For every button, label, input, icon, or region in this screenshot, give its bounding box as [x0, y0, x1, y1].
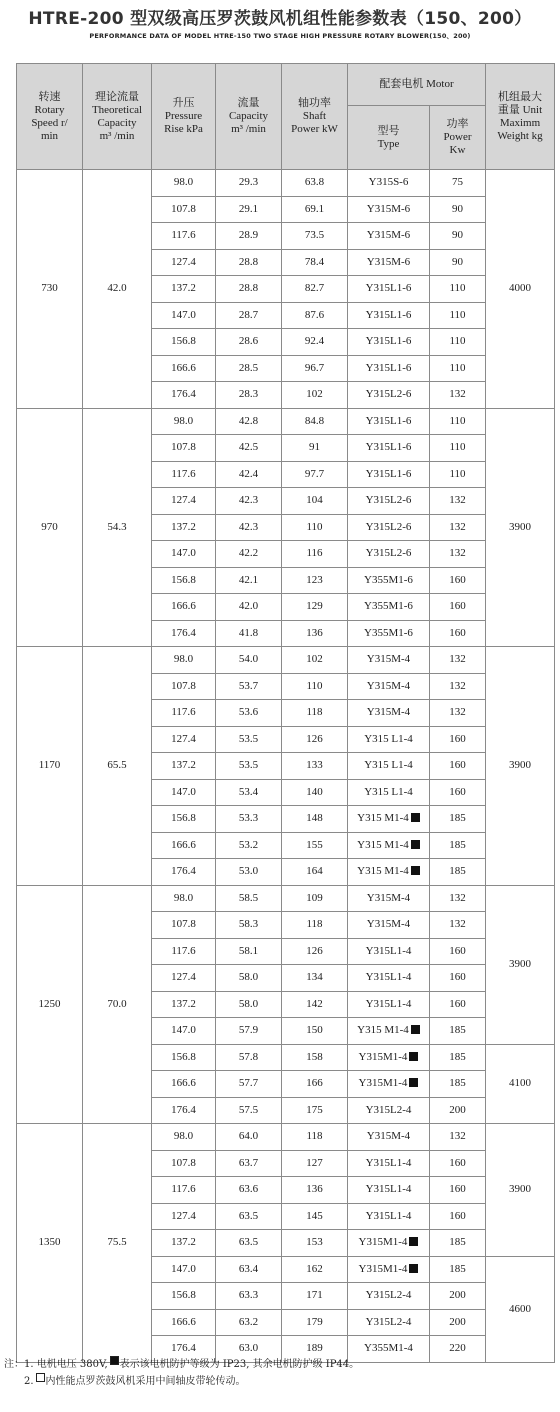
cell-capacity: 63.4: [216, 1256, 282, 1283]
performance-table: [16, 63, 555, 1363]
cell-shaft-power: 140: [282, 779, 348, 806]
cell-shaft-power: 150: [282, 1018, 348, 1045]
cell-shaft-power: 102: [282, 382, 348, 409]
cell-pressure-rise: 98.0: [152, 1124, 216, 1151]
cell-shaft-power: 129: [282, 594, 348, 621]
motor-type-text: Y315 M1-4: [357, 1024, 409, 1037]
cell-capacity: 57.5: [216, 1097, 282, 1124]
cell-shaft-power: 109: [282, 885, 348, 912]
cell-motor-power: 110: [430, 276, 486, 303]
cell-motor-power: 110: [430, 461, 486, 488]
cell-motor-power: 160: [430, 965, 486, 992]
header-capacity: 流量 Capacity m³ /min: [216, 64, 282, 170]
footnote-2-text-b: 内性能点罗茨鼓风机采用中间轴皮带轮传动。: [45, 1376, 246, 1387]
ip23-square-icon: [409, 1264, 418, 1273]
cell-shaft-power: 164: [282, 859, 348, 886]
cell-shaft-power: 133: [282, 753, 348, 780]
cell-pressure-rise: 107.8: [152, 196, 216, 223]
cell-unit-weight: 4600: [486, 1256, 555, 1362]
header-theoretical-capacity: 理论流量 Theoretical Capacity m³ /min: [83, 64, 152, 170]
motor-type-text: Y315M1-4: [358, 1077, 408, 1090]
cell-theoretical-capacity: 54.3: [83, 408, 152, 647]
cell-capacity: 42.3: [216, 514, 282, 541]
cell-motor-power: 160: [430, 620, 486, 647]
footnote-1-text-a: 1. 电机电压 380V,: [24, 1359, 108, 1370]
cell-pressure-rise: 117.6: [152, 1177, 216, 1204]
cell-motor-power: 200: [430, 1283, 486, 1310]
cell-pressure-rise: 166.6: [152, 594, 216, 621]
cell-pressure-rise: 117.6: [152, 938, 216, 965]
cell-shaft-power: 87.6: [282, 302, 348, 329]
cell-capacity: 58.0: [216, 991, 282, 1018]
cell-unit-weight: 4000: [486, 170, 555, 409]
cell-motor-power: 110: [430, 355, 486, 382]
cell-motor-power: 110: [430, 435, 486, 462]
cell-pressure-rise: 176.4: [152, 382, 216, 409]
cell-shaft-power: 145: [282, 1203, 348, 1230]
cell-capacity: 42.3: [216, 488, 282, 515]
cell-shaft-power: 110: [282, 673, 348, 700]
ip23-square-icon: [409, 1237, 418, 1246]
cell-pressure-rise: 98.0: [152, 885, 216, 912]
cell-unit-weight: 3900: [486, 1124, 555, 1257]
cell-capacity: 28.8: [216, 276, 282, 303]
table-row: [17, 170, 555, 197]
cell-pressure-rise: 166.6: [152, 1071, 216, 1098]
cell-capacity: 53.5: [216, 753, 282, 780]
cell-motor-type: Y315L1-6: [348, 435, 430, 462]
cell-motor-type: Y315 L1-4: [348, 753, 430, 780]
cell-capacity: 64.0: [216, 1124, 282, 1151]
cell-capacity: 57.8: [216, 1044, 282, 1071]
cell-motor-power: 185: [430, 806, 486, 833]
ip23-square-icon: [411, 866, 420, 875]
cell-motor-type: Y315L1-6: [348, 408, 430, 435]
cell-pressure-rise: 147.0: [152, 1256, 216, 1283]
header-pressure-rise: 升压 Pressure Rise kPa: [152, 64, 216, 170]
cell-shaft-power: 102: [282, 647, 348, 674]
cell-motor-type: Y315L1-4: [348, 991, 430, 1018]
ip23-square-icon: [411, 840, 420, 849]
cell-capacity: 53.5: [216, 726, 282, 753]
cell-motor-type: Y315M-4: [348, 673, 430, 700]
cell-theoretical-capacity: 65.5: [83, 647, 152, 886]
header-unit-weight: 机组最大 重量 Unit Maximm Weight kg: [486, 64, 555, 170]
cell-motor-type: Y355M1-6: [348, 594, 430, 621]
motor-type-text: Y315M1-4: [358, 1262, 408, 1275]
cell-capacity: 63.6: [216, 1177, 282, 1204]
cell-motor-power: 132: [430, 541, 486, 568]
cell-motor-type: Y315L1-6: [348, 276, 430, 303]
table-header: [17, 64, 555, 170]
empty-square-icon: [36, 1373, 45, 1382]
cell-capacity: 42.5: [216, 435, 282, 462]
cell-capacity: 53.6: [216, 700, 282, 727]
cell-capacity: 42.1: [216, 567, 282, 594]
cell-motor-power: 110: [430, 408, 486, 435]
cell-capacity: 63.5: [216, 1203, 282, 1230]
cell-pressure-rise: 176.4: [152, 1336, 216, 1363]
cell-pressure-rise: 137.2: [152, 1230, 216, 1257]
cell-rotary-speed: 1170: [17, 647, 83, 886]
cell-motor-type: [348, 859, 430, 886]
cell-motor-type: [348, 806, 430, 833]
cell-motor-power: 220: [430, 1336, 486, 1363]
cell-motor-type: Y355M1-6: [348, 620, 430, 647]
cell-motor-power: 132: [430, 700, 486, 727]
cell-shaft-power: 126: [282, 726, 348, 753]
cell-motor-type: Y315M-4: [348, 912, 430, 939]
cell-pressure-rise: 127.4: [152, 249, 216, 276]
cell-motor-power: 110: [430, 302, 486, 329]
cell-shaft-power: 153: [282, 1230, 348, 1257]
header-shaft-power: 轴功率 Shaft Power kW: [282, 64, 348, 170]
cell-pressure-rise: 147.0: [152, 779, 216, 806]
cell-shaft-power: 63.8: [282, 170, 348, 197]
cell-motor-power: 160: [430, 991, 486, 1018]
cell-pressure-rise: 107.8: [152, 673, 216, 700]
cell-motor-power: 185: [430, 1018, 486, 1045]
ip23-square-icon: [411, 813, 420, 822]
cell-motor-type: Y315L1-6: [348, 302, 430, 329]
cell-motor-type: Y315M-6: [348, 249, 430, 276]
cell-capacity: 63.2: [216, 1309, 282, 1336]
cell-pressure-rise: 137.2: [152, 276, 216, 303]
cell-shaft-power: 162: [282, 1256, 348, 1283]
cell-pressure-rise: 147.0: [152, 302, 216, 329]
cell-motor-power: 160: [430, 1150, 486, 1177]
cell-motor-type: Y315M-4: [348, 700, 430, 727]
cell-motor-type: Y315 L1-4: [348, 779, 430, 806]
cell-shaft-power: 126: [282, 938, 348, 965]
page-title: HTRE-200 型双级高压罗茨鼓风机组性能参数表（150、200）: [28, 9, 532, 29]
cell-pressure-rise: 176.4: [152, 1097, 216, 1124]
cell-capacity: 28.8: [216, 249, 282, 276]
cell-pressure-rise: 156.8: [152, 1044, 216, 1071]
cell-unit-weight: 3900: [486, 647, 555, 886]
cell-shaft-power: 118: [282, 700, 348, 727]
cell-capacity: 53.3: [216, 806, 282, 833]
cell-capacity: 58.5: [216, 885, 282, 912]
cell-capacity: 63.0: [216, 1336, 282, 1363]
cell-unit-weight: 3900: [486, 408, 555, 647]
ip23-square-icon: [411, 1025, 420, 1034]
cell-motor-type: Y315L2-6: [348, 488, 430, 515]
cell-motor-type: Y315L1-6: [348, 355, 430, 382]
cell-capacity: 41.8: [216, 620, 282, 647]
cell-pressure-rise: 98.0: [152, 408, 216, 435]
cell-motor-power: 185: [430, 859, 486, 886]
cell-pressure-rise: 156.8: [152, 1283, 216, 1310]
footnote-2: [0, 1373, 560, 1390]
cell-pressure-rise: 166.6: [152, 1309, 216, 1336]
cell-motor-type: [348, 1044, 430, 1071]
cell-motor-type: [348, 832, 430, 859]
cell-shaft-power: 73.5: [282, 223, 348, 250]
cell-shaft-power: 92.4: [282, 329, 348, 356]
table-body: [17, 170, 555, 1363]
cell-pressure-rise: 117.6: [152, 223, 216, 250]
cell-shaft-power: 179: [282, 1309, 348, 1336]
cell-pressure-rise: 127.4: [152, 726, 216, 753]
header-motor-type: 型号 Type: [348, 106, 430, 170]
cell-capacity: 42.8: [216, 408, 282, 435]
cell-motor-power: 185: [430, 1230, 486, 1257]
cell-motor-type: Y315S-6: [348, 170, 430, 197]
cell-unit-weight: 4100: [486, 1044, 555, 1124]
cell-motor-type: Y315M-4: [348, 1124, 430, 1151]
cell-shaft-power: 78.4: [282, 249, 348, 276]
cell-pressure-rise: 147.0: [152, 541, 216, 568]
cell-shaft-power: 84.8: [282, 408, 348, 435]
cell-motor-power: 160: [430, 753, 486, 780]
filled-square-icon: [110, 1356, 119, 1365]
cell-capacity: 58.3: [216, 912, 282, 939]
motor-type-text: Y315 M1-4: [357, 838, 409, 851]
cell-motor-power: 160: [430, 726, 486, 753]
cell-rotary-speed: 970: [17, 408, 83, 647]
cell-capacity: 42.4: [216, 461, 282, 488]
cell-shaft-power: 171: [282, 1283, 348, 1310]
cell-capacity: 63.7: [216, 1150, 282, 1177]
header-motor: 配套电机 Motor: [348, 64, 486, 106]
cell-shaft-power: 118: [282, 1124, 348, 1151]
cell-shaft-power: 136: [282, 620, 348, 647]
cell-capacity: 53.7: [216, 673, 282, 700]
cell-capacity: 53.2: [216, 832, 282, 859]
cell-shaft-power: 82.7: [282, 276, 348, 303]
cell-pressure-rise: 137.2: [152, 753, 216, 780]
footnotes: [0, 1356, 560, 1390]
cell-shaft-power: 158: [282, 1044, 348, 1071]
cell-shaft-power: 110: [282, 514, 348, 541]
cell-pressure-rise: 176.4: [152, 620, 216, 647]
cell-shaft-power: 127: [282, 1150, 348, 1177]
cell-motor-power: 160: [430, 594, 486, 621]
cell-motor-type: Y315L2-6: [348, 382, 430, 409]
cell-pressure-rise: 147.0: [152, 1018, 216, 1045]
cell-motor-power: 132: [430, 885, 486, 912]
cell-motor-power: 132: [430, 382, 486, 409]
cell-motor-type: Y315L1-4: [348, 1150, 430, 1177]
cell-shaft-power: 175: [282, 1097, 348, 1124]
cell-motor-power: 200: [430, 1097, 486, 1124]
cell-shaft-power: 155: [282, 832, 348, 859]
header-speed: 转速 Rotary Speed r/ min: [17, 64, 83, 170]
cell-motor-type: Y315L1-4: [348, 938, 430, 965]
footnote-1: [0, 1356, 560, 1373]
cell-motor-type: Y315L1-4: [348, 965, 430, 992]
cell-theoretical-capacity: 75.5: [83, 1124, 152, 1363]
cell-motor-power: 132: [430, 514, 486, 541]
cell-shaft-power: 136: [282, 1177, 348, 1204]
cell-pressure-rise: 156.8: [152, 806, 216, 833]
cell-motor-type: [348, 1071, 430, 1098]
cell-motor-type: Y315M-6: [348, 196, 430, 223]
cell-pressure-rise: 98.0: [152, 647, 216, 674]
cell-motor-power: 200: [430, 1309, 486, 1336]
cell-capacity: 28.6: [216, 329, 282, 356]
cell-motor-power: 110: [430, 329, 486, 356]
cell-pressure-rise: 98.0: [152, 170, 216, 197]
cell-pressure-rise: 137.2: [152, 514, 216, 541]
cell-motor-type: Y315L2-4: [348, 1097, 430, 1124]
cell-capacity: 53.4: [216, 779, 282, 806]
cell-shaft-power: 118: [282, 912, 348, 939]
cell-pressure-rise: 117.6: [152, 700, 216, 727]
cell-shaft-power: 91: [282, 435, 348, 462]
motor-type-text: Y315M1-4: [358, 1236, 408, 1249]
cell-motor-type: Y355M1-6: [348, 567, 430, 594]
cell-motor-power: 185: [430, 832, 486, 859]
cell-shaft-power: 116: [282, 541, 348, 568]
cell-shaft-power: 69.1: [282, 196, 348, 223]
cell-rotary-speed: 730: [17, 170, 83, 409]
cell-capacity: 58.1: [216, 938, 282, 965]
cell-motor-type: Y315L1-6: [348, 461, 430, 488]
cell-capacity: 53.0: [216, 859, 282, 886]
ip23-square-icon: [409, 1078, 418, 1087]
motor-type-text: Y315 M1-4: [357, 865, 409, 878]
cell-capacity: 57.7: [216, 1071, 282, 1098]
cell-motor-power: 160: [430, 779, 486, 806]
cell-rotary-speed: 1250: [17, 885, 83, 1124]
cell-motor-type: Y315L1-4: [348, 1177, 430, 1204]
cell-pressure-rise: 156.8: [152, 567, 216, 594]
cell-motor-power: 160: [430, 1177, 486, 1204]
cell-shaft-power: 142: [282, 991, 348, 1018]
cell-motor-type: Y315M-4: [348, 885, 430, 912]
cell-shaft-power: 97.7: [282, 461, 348, 488]
footnote-1-text-b: 表示该电机防护等级为 IP23, 其余电机防护级 IP44。: [119, 1359, 360, 1370]
cell-shaft-power: 189: [282, 1336, 348, 1363]
cell-motor-power: 185: [430, 1071, 486, 1098]
cell-shaft-power: 96.7: [282, 355, 348, 382]
cell-unit-weight: 3900: [486, 885, 555, 1044]
cell-capacity: 28.5: [216, 355, 282, 382]
cell-motor-power: 160: [430, 567, 486, 594]
table-row: [17, 1124, 555, 1151]
cell-pressure-rise: 166.6: [152, 832, 216, 859]
cell-capacity: 28.9: [216, 223, 282, 250]
table-row: [17, 408, 555, 435]
cell-pressure-rise: 166.6: [152, 355, 216, 382]
cell-motor-type: Y315L2-6: [348, 514, 430, 541]
cell-shaft-power: 134: [282, 965, 348, 992]
cell-shaft-power: 166: [282, 1071, 348, 1098]
cell-motor-type: [348, 1256, 430, 1283]
page-subtitle: PERFORMANCE DATA OF MODEL HTRE-150 TWO STAGE HIGH PRESSURE ROTARY BLOWER(150、200): [89, 32, 471, 40]
cell-theoretical-capacity: 70.0: [83, 885, 152, 1124]
cell-capacity: 57.9: [216, 1018, 282, 1045]
cell-pressure-rise: 156.8: [152, 329, 216, 356]
cell-capacity: 54.0: [216, 647, 282, 674]
cell-motor-type: [348, 1018, 430, 1045]
cell-pressure-rise: 117.6: [152, 461, 216, 488]
cell-motor-type: Y315L1-4: [348, 1203, 430, 1230]
cell-capacity: 28.7: [216, 302, 282, 329]
cell-capacity: 29.3: [216, 170, 282, 197]
cell-motor-power: 132: [430, 673, 486, 700]
cell-shaft-power: 148: [282, 806, 348, 833]
cell-motor-power: 132: [430, 647, 486, 674]
cell-motor-power: 75: [430, 170, 486, 197]
cell-motor-power: 185: [430, 1256, 486, 1283]
table-row: [17, 885, 555, 912]
ip23-square-icon: [409, 1052, 418, 1061]
table-row: [17, 647, 555, 674]
cell-rotary-speed: 1350: [17, 1124, 83, 1363]
cell-capacity: 58.0: [216, 965, 282, 992]
cell-pressure-rise: 127.4: [152, 488, 216, 515]
cell-motor-type: Y315M-6: [348, 223, 430, 250]
cell-shaft-power: 104: [282, 488, 348, 515]
cell-motor-type: Y315L1-6: [348, 329, 430, 356]
cell-pressure-rise: 137.2: [152, 991, 216, 1018]
cell-motor-power: 132: [430, 488, 486, 515]
cell-capacity: 42.0: [216, 594, 282, 621]
cell-motor-type: Y315L2-4: [348, 1309, 430, 1336]
cell-motor-type: Y315L2-6: [348, 541, 430, 568]
cell-capacity: 63.5: [216, 1230, 282, 1257]
cell-theoretical-capacity: 42.0: [83, 170, 152, 409]
cell-capacity: 42.2: [216, 541, 282, 568]
cell-motor-power: 90: [430, 223, 486, 250]
motor-type-text: Y315M1-4: [358, 1050, 408, 1063]
cell-motor-type: [348, 1230, 430, 1257]
cell-motor-power: 132: [430, 912, 486, 939]
cell-motor-power: 90: [430, 196, 486, 223]
cell-shaft-power: 123: [282, 567, 348, 594]
cell-motor-type: Y315M-4: [348, 647, 430, 674]
cell-motor-power: 160: [430, 1203, 486, 1230]
cell-pressure-rise: 107.8: [152, 1150, 216, 1177]
cell-motor-power: 132: [430, 1124, 486, 1151]
cell-motor-type: Y355M1-4: [348, 1336, 430, 1363]
cell-pressure-rise: 107.8: [152, 435, 216, 462]
cell-motor-power: 160: [430, 938, 486, 965]
motor-type-text: Y315 M1-4: [357, 812, 409, 825]
footnote-2-text-a: 2.: [24, 1376, 34, 1387]
cell-pressure-rise: 107.8: [152, 912, 216, 939]
header-motor-power: 功率 Power Kw: [430, 106, 486, 170]
footnote-label: 注：: [4, 1359, 24, 1370]
cell-capacity: 63.3: [216, 1283, 282, 1310]
cell-pressure-rise: 176.4: [152, 859, 216, 886]
cell-capacity: 28.3: [216, 382, 282, 409]
cell-pressure-rise: 127.4: [152, 1203, 216, 1230]
cell-motor-power: 90: [430, 249, 486, 276]
cell-motor-power: 185: [430, 1044, 486, 1071]
cell-motor-type: Y315L2-4: [348, 1283, 430, 1310]
cell-motor-type: Y315 L1-4: [348, 726, 430, 753]
cell-pressure-rise: 127.4: [152, 965, 216, 992]
cell-capacity: 29.1: [216, 196, 282, 223]
